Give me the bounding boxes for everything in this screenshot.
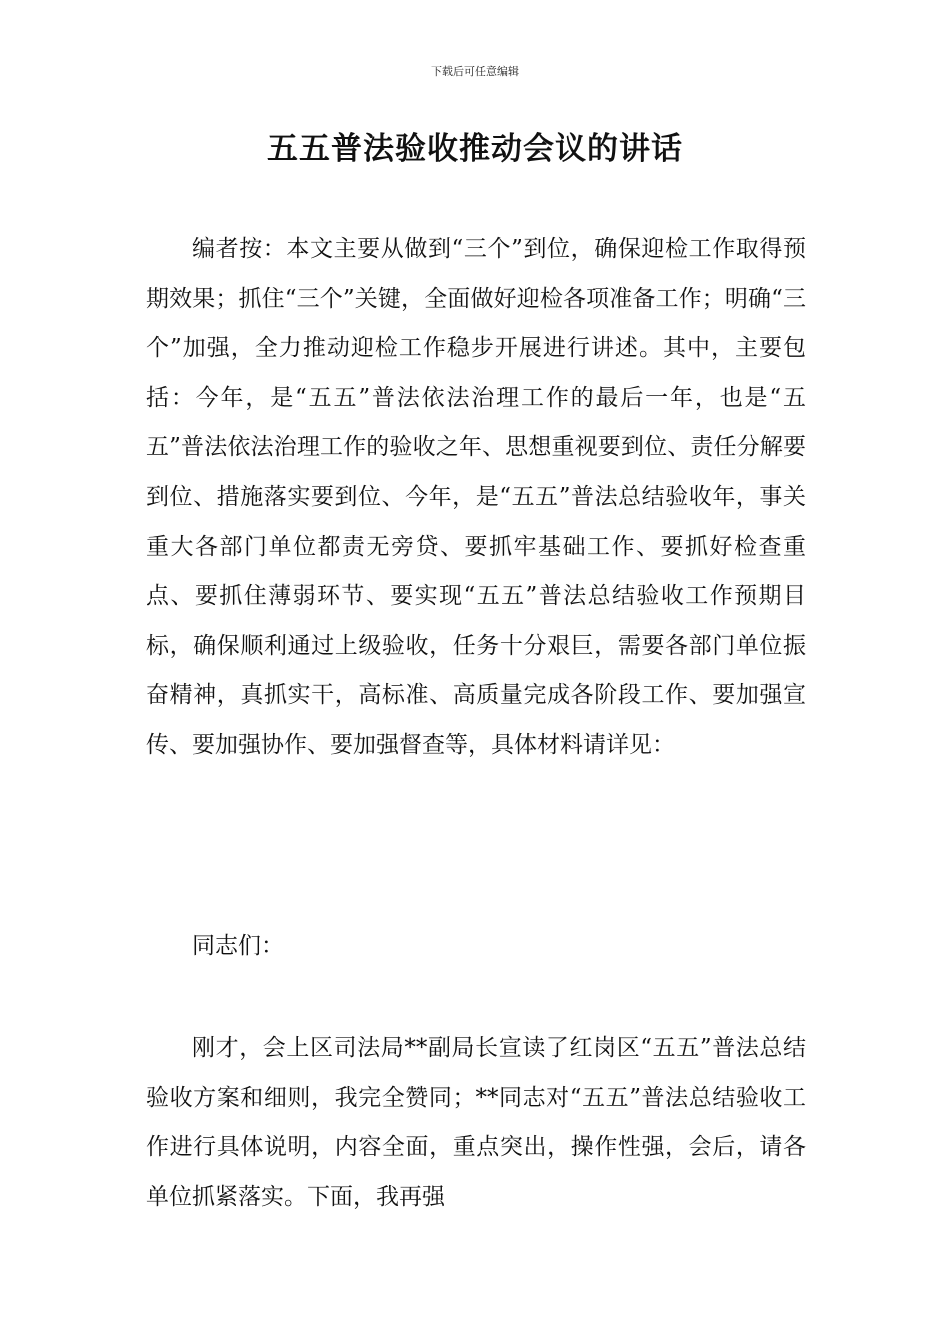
header-note: 下载后可任意编辑 <box>431 65 519 78</box>
editor-note-paragraph: 编者按：本文主要从做到“三个”到位，确保迎检工作取得预期效果；抓住“三个”关键，全面做好迎检各项准备工作；明确“三个”加强，全力推动迎检工作稳步开展进行讲述。其中，主要包括：今年，是“五五”普法依法治理工作的最后一年，也是“五五”普法依法治理工作的验收之年、思想重视要到位、责任分解要到位、措施落实要到位、今年，是“五五”普法总结验收年，事关重大各部门单位都责无旁贷、要抓牢基础工作、要抓好检查重点、要抓住薄弱环节、要实现“五五”普法总结验收工作预期目标，确保顺利通过上级验收，任务十分艰巨，需要各部门单位振奋精神，真抓实干，高标准、高质量完成各阶段工作、要加强宣传、要加强协作、要加强督查等，具体材料请详见： <box>146 236 806 758</box>
greeting-paragraph: 同志们： <box>192 933 284 959</box>
body-paragraph: 刚才，会上区司法局**副局长宣读了红岗区“五五”普法总结验收方案和细则，我完全赞同；**同志对“五五”普法总结验收工作进行具体说明，内容全面，重点突出，操作性强，会后，请各单位抓紧落实。下面，我再强 <box>146 1035 806 1210</box>
document-title: 五五普法验收推动会议的讲话 <box>267 131 683 167</box>
